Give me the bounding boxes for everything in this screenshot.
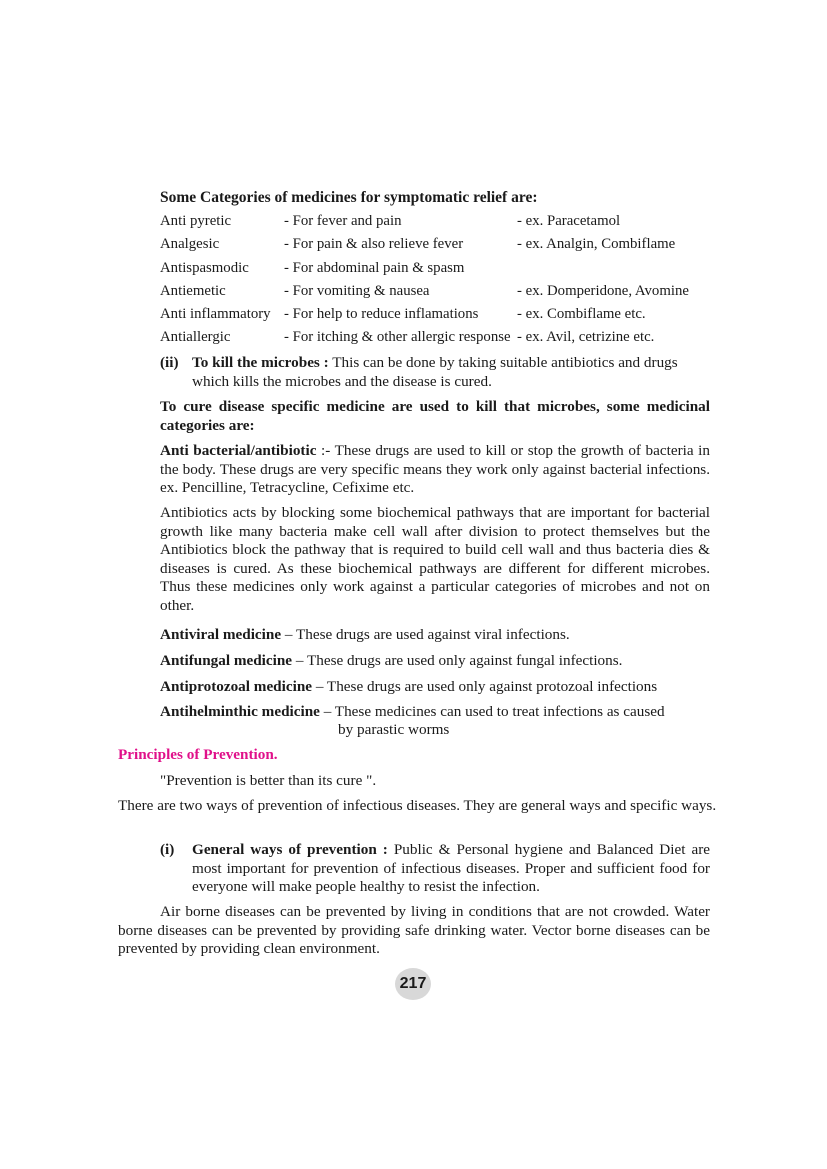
- general-ways-number: (i): [160, 841, 175, 858]
- category-example: - ex. Avil, cetrizine etc.: [517, 329, 655, 346]
- antihelminthic-title: Antihelminthic medicine: [160, 703, 320, 720]
- antifungal-title: Antifungal medicine: [160, 652, 293, 669]
- antibacterial-title: Anti bacterial/antibiotic: [160, 442, 317, 459]
- category-use: - For pain & also relieve fever: [284, 236, 464, 253]
- prevention-quote: "Prevention is better than its cure ".: [160, 772, 377, 789]
- kill-microbes-number: (ii): [160, 354, 179, 371]
- kill-microbes-text: This can be done by taking suitable antibiotics and drugs which kills the microbes and the disease is cured.: [192, 354, 678, 390]
- category-name: Antiemetic: [160, 282, 226, 299]
- category-name: Anti inflammatory: [160, 306, 271, 323]
- table-row: [160, 305, 689, 328]
- antihelminthic-line-2: by parastic worms: [338, 721, 450, 738]
- category-name: Anti pyretic: [160, 213, 232, 229]
- antiprotozoal-text: – These drugs are used only against protozoal infections: [312, 678, 658, 695]
- prevention-heading: Principles of Prevention.: [118, 746, 278, 763]
- category-example: [517, 259, 689, 282]
- two-ways-paragraph: There are two ways of prevention of infectious diseases. They are general ways and specific ways.: [118, 797, 717, 814]
- category-use: - For help to reduce inflamations: [284, 306, 479, 323]
- table-row: [160, 282, 689, 305]
- antiviral-title: Antiviral medicine: [160, 626, 282, 643]
- general-ways-item: [192, 841, 710, 897]
- antiviral-line: [160, 626, 720, 645]
- antibiotics-paragraph: Antibiotics acts by blocking some biochemical pathways that are important for bacterial growth like many bacteria make cell wall after division to protect themselves but the Antibiotics block the pathway that is required to build cell wall and thus bacteria dies & diseases is cured. As these biochemical pathways are different for different microbes. Thus these medicines only work against a particular categories of microbes and not on other.: [160, 504, 710, 614]
- antiprotozoal-title: Antiprotozoal medicine: [160, 678, 313, 695]
- category-use: - For itching & other allergic response: [284, 329, 511, 346]
- category-use: - For vomiting & nausea: [284, 282, 430, 299]
- table-row: [160, 212, 689, 235]
- category-use: - For abdominal pain & spasm: [284, 259, 465, 276]
- general-ways-title: General ways of prevention :: [192, 841, 388, 858]
- category-example: - ex. Paracetamol: [517, 213, 621, 229]
- antifungal-line: [160, 652, 720, 671]
- antihelminthic-line: [160, 703, 730, 722]
- antiviral-text: – These drugs are used against viral infections.: [281, 626, 570, 643]
- categories-heading: Some Categories of medicines for symptomatic relief are:: [160, 189, 538, 206]
- kill-microbes-item: [192, 354, 710, 391]
- antihelminthic-text: – These medicines can used to treat infections as caused: [319, 703, 665, 720]
- general-ways-text: Public & Personal hygiene and Balanced Diet are most important for prevention of infectious diseases. Proper and sufficient food for everyone will make people healthy to resist the infection.: [192, 841, 710, 895]
- cure-heading: To cure disease specific medicine are used to kill that microbes, some medicinal categories are:: [160, 398, 710, 434]
- category-name: Antispasmodic: [160, 259, 249, 276]
- table-row: [160, 235, 689, 258]
- table-row: [160, 328, 689, 351]
- antifungal-text: – These drugs are used only against fungal infections.: [292, 652, 623, 669]
- page-number: 217: [395, 968, 431, 1000]
- antibacterial-text: :- These drugs are used to kill or stop the growth of bacteria in the body. These drugs are very specific means they work only against bacterial infections. ex. Pencilline, Tetracycline, Cefixime etc.: [160, 442, 710, 496]
- category-example: - ex. Combiflame etc.: [517, 306, 646, 323]
- table-row: [160, 259, 689, 282]
- category-use: - For fever and pain: [284, 213, 402, 229]
- antibacterial-paragraph: [160, 442, 710, 498]
- category-name: Antiallergic: [160, 329, 231, 346]
- category-example: - ex. Analgin, Combiflame: [517, 236, 676, 253]
- category-name: Analgesic: [160, 236, 220, 253]
- antiprotozoal-line: [160, 678, 720, 697]
- categories-table: [160, 212, 689, 352]
- airborne-paragraph: Air borne diseases can be prevented by living in conditions that are not crowded. Water borne diseases can be prevented by providing safe drinking water. Vector borne diseases can be prevented by providing clean environment.: [118, 903, 710, 957]
- kill-microbes-title: To kill the microbes :: [192, 354, 329, 371]
- category-example: - ex. Domperidone, Avomine: [517, 282, 689, 299]
